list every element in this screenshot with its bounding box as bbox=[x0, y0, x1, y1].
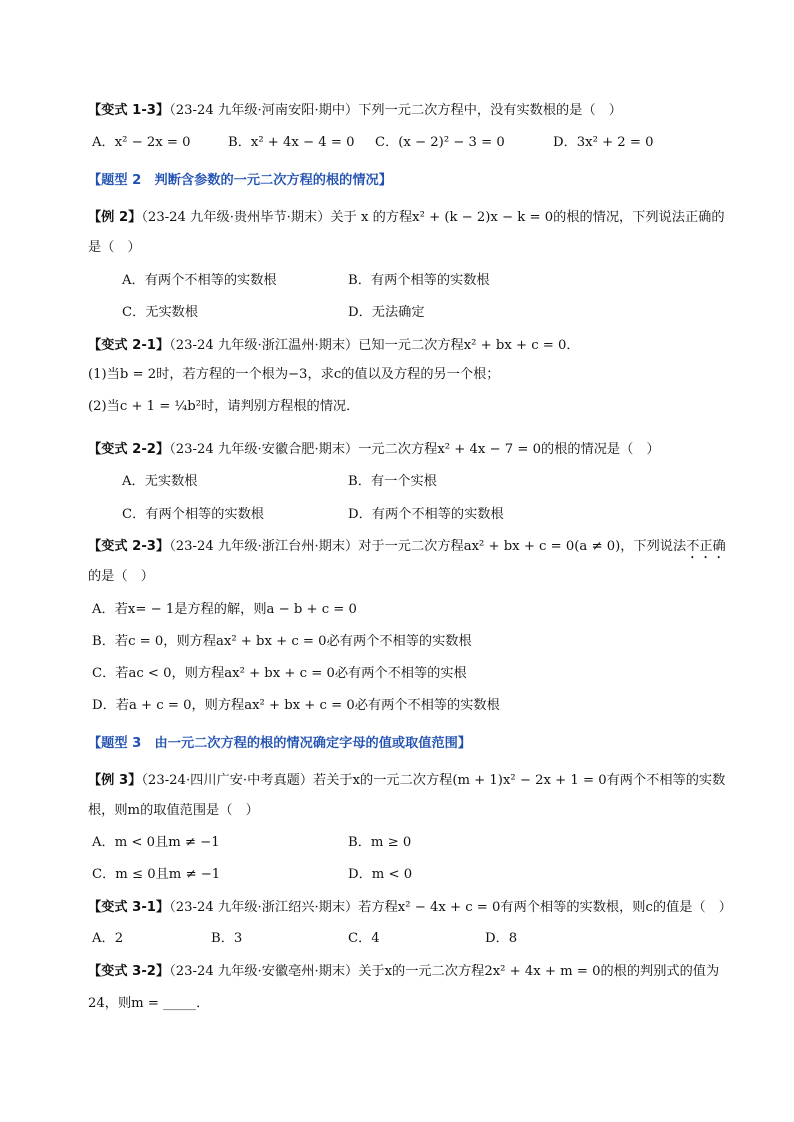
question-label: 【变式 3-1】 bbox=[88, 900, 170, 915]
option-d: D．3x² + 2 = 0 bbox=[553, 135, 654, 150]
variant-2-1-part-1: (1)当b = 2时，若方程的一个根为−3，求c的值以及方程的另一个根； bbox=[88, 367, 500, 382]
example-2-stem-cont: 是（ ） bbox=[88, 240, 141, 255]
variant-2-1-part-2: (2)当c + 1 = ¼b²时，请判别方程根的情况． bbox=[88, 399, 360, 414]
option-c: C．4 bbox=[348, 931, 380, 946]
option-c: C．m ≤ 0且m ≠ −1 bbox=[92, 867, 221, 882]
question-label: 【变式 2-1】 bbox=[88, 338, 170, 353]
option-d: D．有两个不相等的实数根 bbox=[348, 507, 504, 522]
option-a: A．若x= − 1是方程的解，则a − b + c = 0 bbox=[92, 602, 357, 617]
example-3-stem-cont: 根，则m的取值范围是（ ） bbox=[88, 803, 259, 818]
variant-3-1-stem bbox=[88, 899, 732, 917]
option-b: B．有一个实根 bbox=[348, 474, 437, 489]
option-b: B．若c = 0，则方程ax² + bx + c = 0必有两个不相等的实数根 bbox=[92, 634, 472, 649]
variant-3-2-stem bbox=[88, 963, 724, 981]
question-text: （23-24 九年级·浙江绍兴·期末）若方程x² − 4x + c = 0有两个相等的实数根，则c的值是（ ） bbox=[169, 900, 732, 915]
option-b: B．有两个相等的实数根 bbox=[348, 273, 490, 288]
option-c: C．有两个相等的实数根 bbox=[122, 507, 264, 522]
question-text: （23-24 九年级·浙江台州·期末）对于一元二次方程ax² + bx + c = 0(a ≠ 0)，下列说法 bbox=[169, 539, 687, 554]
example-2-stem bbox=[88, 209, 724, 227]
question-text: （23-24 九年级·安徽亳州·期末）关于x的一元二次方程2x² + 4x + m = 0的根的判别式的值为 bbox=[169, 964, 720, 979]
option-b: B．3 bbox=[211, 931, 243, 946]
question-label: 【例 3】 bbox=[88, 773, 142, 788]
option-d: D．无法确定 bbox=[348, 305, 425, 320]
variant-2-1-stem bbox=[88, 337, 724, 355]
option-d: D．8 bbox=[485, 931, 518, 946]
option-c: C．(x − 2)² − 3 = 0 bbox=[375, 135, 505, 150]
option-a: A．x² − 2x = 0 bbox=[92, 135, 191, 150]
option-d: D．m < 0 bbox=[348, 867, 413, 882]
option-a: A．无实数根 bbox=[122, 474, 198, 489]
emphasis-not-correct: 不正确 bbox=[686, 539, 726, 554]
question-label: 【变式 2-3】 bbox=[88, 539, 170, 554]
variant-1-3-stem bbox=[88, 102, 724, 120]
variant-3-2-stem-cont: 24，则m = _____． bbox=[88, 996, 210, 1011]
question-text: （23-24 九年级·贵州毕节·期末）关于 x 的方程x² + (k − 2)x − k = 0的根的情况，下列说法正确的 bbox=[141, 210, 725, 225]
variant-2-3-stem bbox=[88, 538, 724, 562]
variant-2-2-stem bbox=[88, 441, 724, 459]
section-heading-2: 【题型 2 判断含参数的一元二次方程的根的情况】 bbox=[88, 173, 392, 188]
question-label: 【变式 2-2】 bbox=[88, 442, 170, 457]
option-a: A．有两个不相等的实数根 bbox=[122, 273, 277, 288]
question-text: （23-24 九年级·河南安阳·期中）下列一元二次方程中，没有实数根的是（ ） bbox=[169, 103, 622, 118]
section-heading-3: 【题型 3 由一元二次方程的根的情况确定字母的值或取值范围】 bbox=[88, 736, 472, 751]
option-b: B．x² + 4x − 4 = 0 bbox=[228, 135, 355, 150]
option-c: C．若ac < 0，则方程ax² + bx + c = 0必有两个不相等的实根 bbox=[92, 666, 467, 681]
question-text: （23-24 九年级·浙江温州·期末）已知一元二次方程x² + bx + c = 0． bbox=[169, 338, 580, 353]
question-text: （23-24 九年级·安徽合肥·期末）一元二次方程x² + 4x − 7 = 0的根的情况是（ ） bbox=[169, 442, 660, 457]
option-a: A．2 bbox=[92, 931, 124, 946]
example-3-stem bbox=[88, 772, 724, 790]
question-label: 【变式 1-3】 bbox=[88, 103, 170, 118]
question-label: 【例 2】 bbox=[88, 210, 142, 225]
question-label: 【变式 3-2】 bbox=[88, 964, 170, 979]
variant-2-3-stem-cont: 的是（ ） bbox=[88, 569, 154, 584]
option-c: C．无实数根 bbox=[122, 305, 199, 320]
question-text: （23-24·四川广安·中考真题）若关于x的一元二次方程(m + 1)x² − 2x + 1 = 0有两个不相等的实数 bbox=[141, 773, 726, 788]
option-a: A．m < 0且m ≠ −1 bbox=[92, 835, 220, 850]
option-d: D．若a + c = 0，则方程ax² + bx + c = 0必有两个不相等的实数根 bbox=[92, 698, 500, 713]
option-b: B．m ≥ 0 bbox=[348, 835, 412, 850]
